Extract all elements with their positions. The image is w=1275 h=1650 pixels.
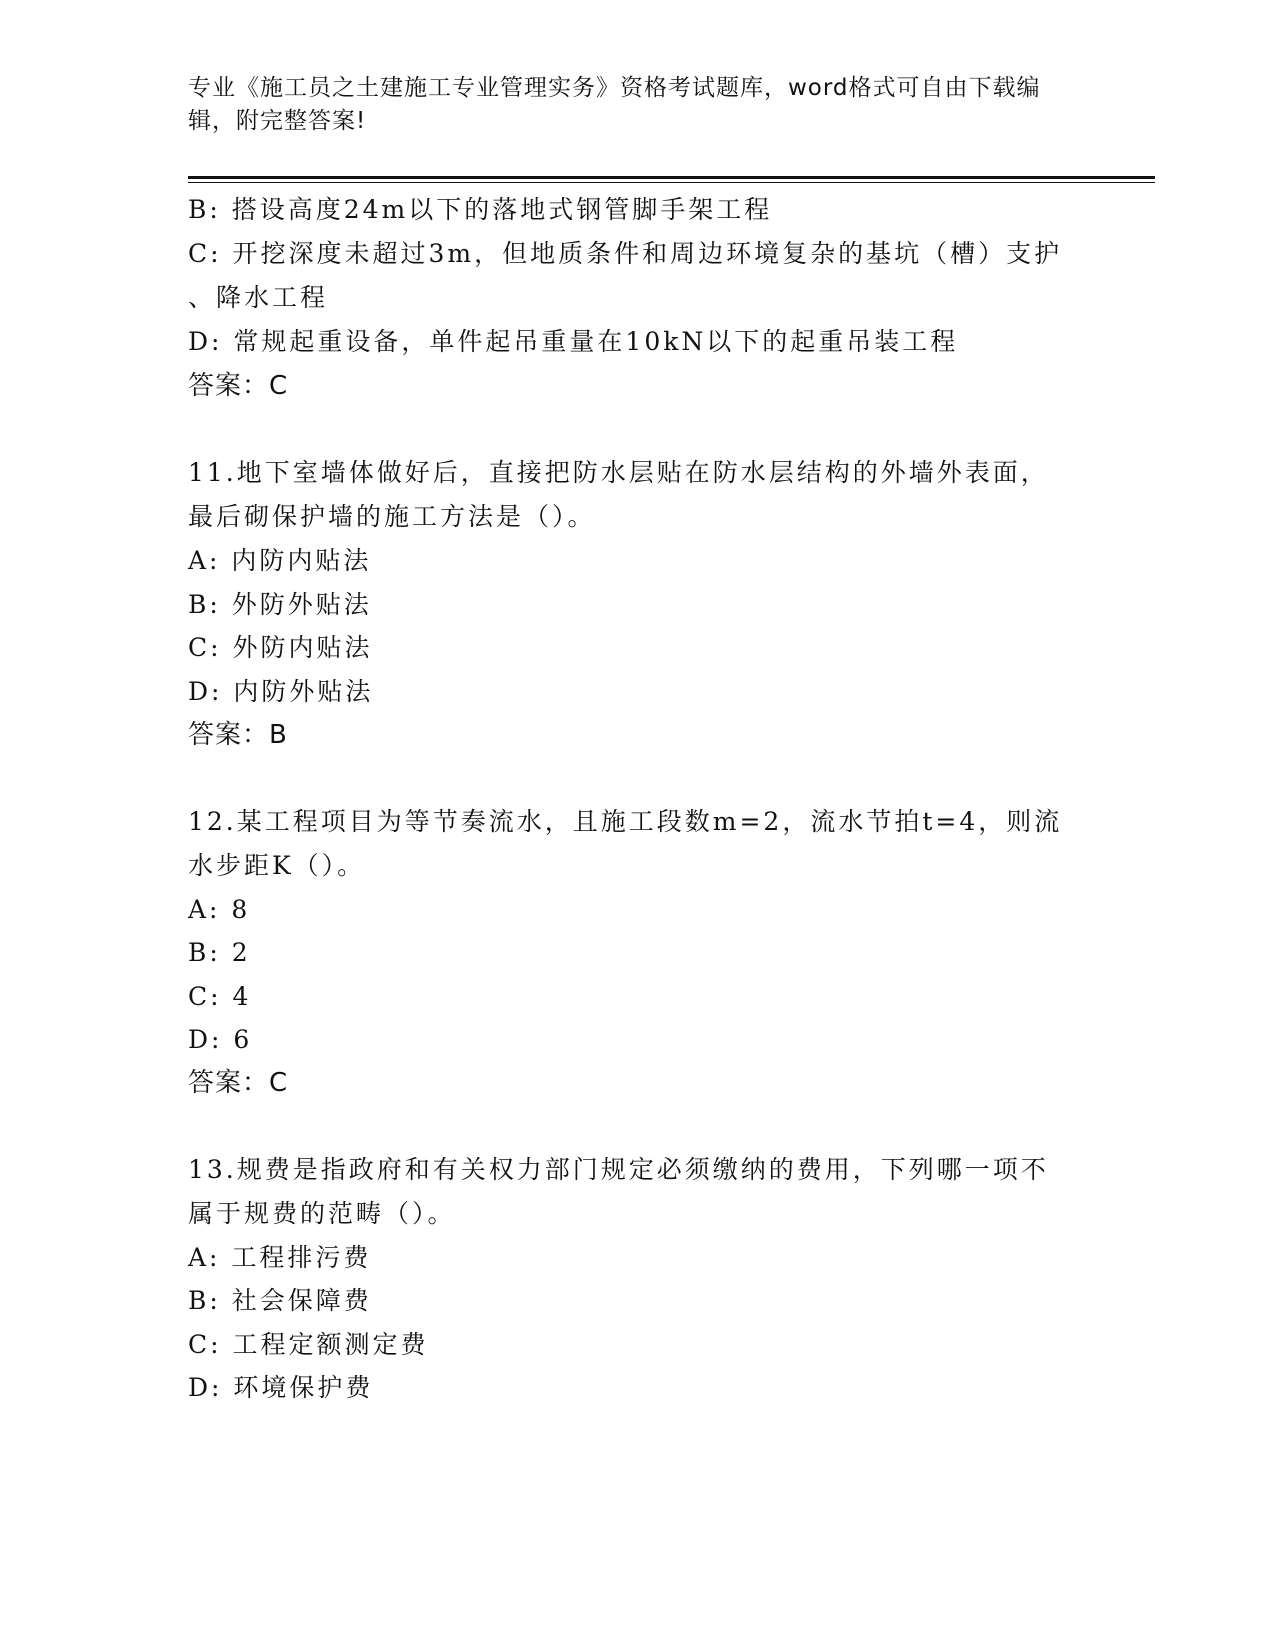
q10-option-c-line-1: C: 开挖深度未超过3m，但地质条件和周边环境复杂的基坑（槽）支护 [188, 239, 1063, 268]
q11-stem-line-2: 最后砌保护墙的施工方法是（）。 [188, 502, 596, 531]
q10-option-c-line-2: 、降水工程 [188, 283, 329, 312]
header-line-1: 专业《施工员之土建施工专业管理实务》资格考试题库，word格式可自由下载编 [188, 75, 1041, 101]
q13-option-b: B: 社会保障费 [188, 1286, 372, 1315]
q12-option-c: C: 4 [188, 982, 252, 1011]
q10-answer: 答案：C [188, 371, 289, 401]
header-line-2: 辑，附完整答案! [188, 108, 367, 134]
q11-stem-line-1: 11.地下室墙体做好后，直接把防水层贴在防水层结构的外墙外表面， [188, 458, 1049, 487]
q10-option-b: B: 搭设高度24m以下的落地式钢管脚手架工程 [188, 195, 773, 224]
q12-option-a: A: 8 [188, 895, 251, 924]
q13-option-a: A: 工程排污费 [188, 1243, 372, 1272]
q13-option-c: C: 工程定额测定费 [188, 1330, 429, 1359]
q13-stem-line-2: 属于规费的范畴（）。 [188, 1199, 456, 1228]
q13-stem-line-1: 13.规费是指政府和有关权力部门规定必须缴纳的费用，下列哪一项不 [188, 1155, 1049, 1184]
q13-option-d: D: 环境保护费 [188, 1373, 374, 1402]
q11-option-b: B: 外防外贴法 [188, 590, 372, 619]
header-divider-thin [188, 182, 1155, 183]
q12-stem-line-1: 12.某工程项目为等节奏流水，且施工段数m=2，流水节拍t=4，则流 [188, 807, 1063, 836]
q10-option-d: D: 常规起重设备，单件起吊重量在10kN以下的起重吊装工程 [188, 327, 959, 356]
q12-stem-line-2: 水步距K（）。 [188, 851, 366, 880]
q11-answer: 答案：B [188, 720, 288, 750]
header-divider-thick [188, 176, 1155, 179]
q11-option-c: C: 外防内贴法 [188, 633, 373, 662]
q12-option-d: D: 6 [188, 1025, 253, 1054]
q11-option-d: D: 内防外贴法 [188, 677, 374, 706]
document-header [188, 72, 1068, 138]
q12-option-b: B: 2 [188, 938, 251, 967]
q11-option-a: A: 内防内贴法 [188, 546, 372, 575]
q12-answer: 答案：C [188, 1068, 289, 1098]
